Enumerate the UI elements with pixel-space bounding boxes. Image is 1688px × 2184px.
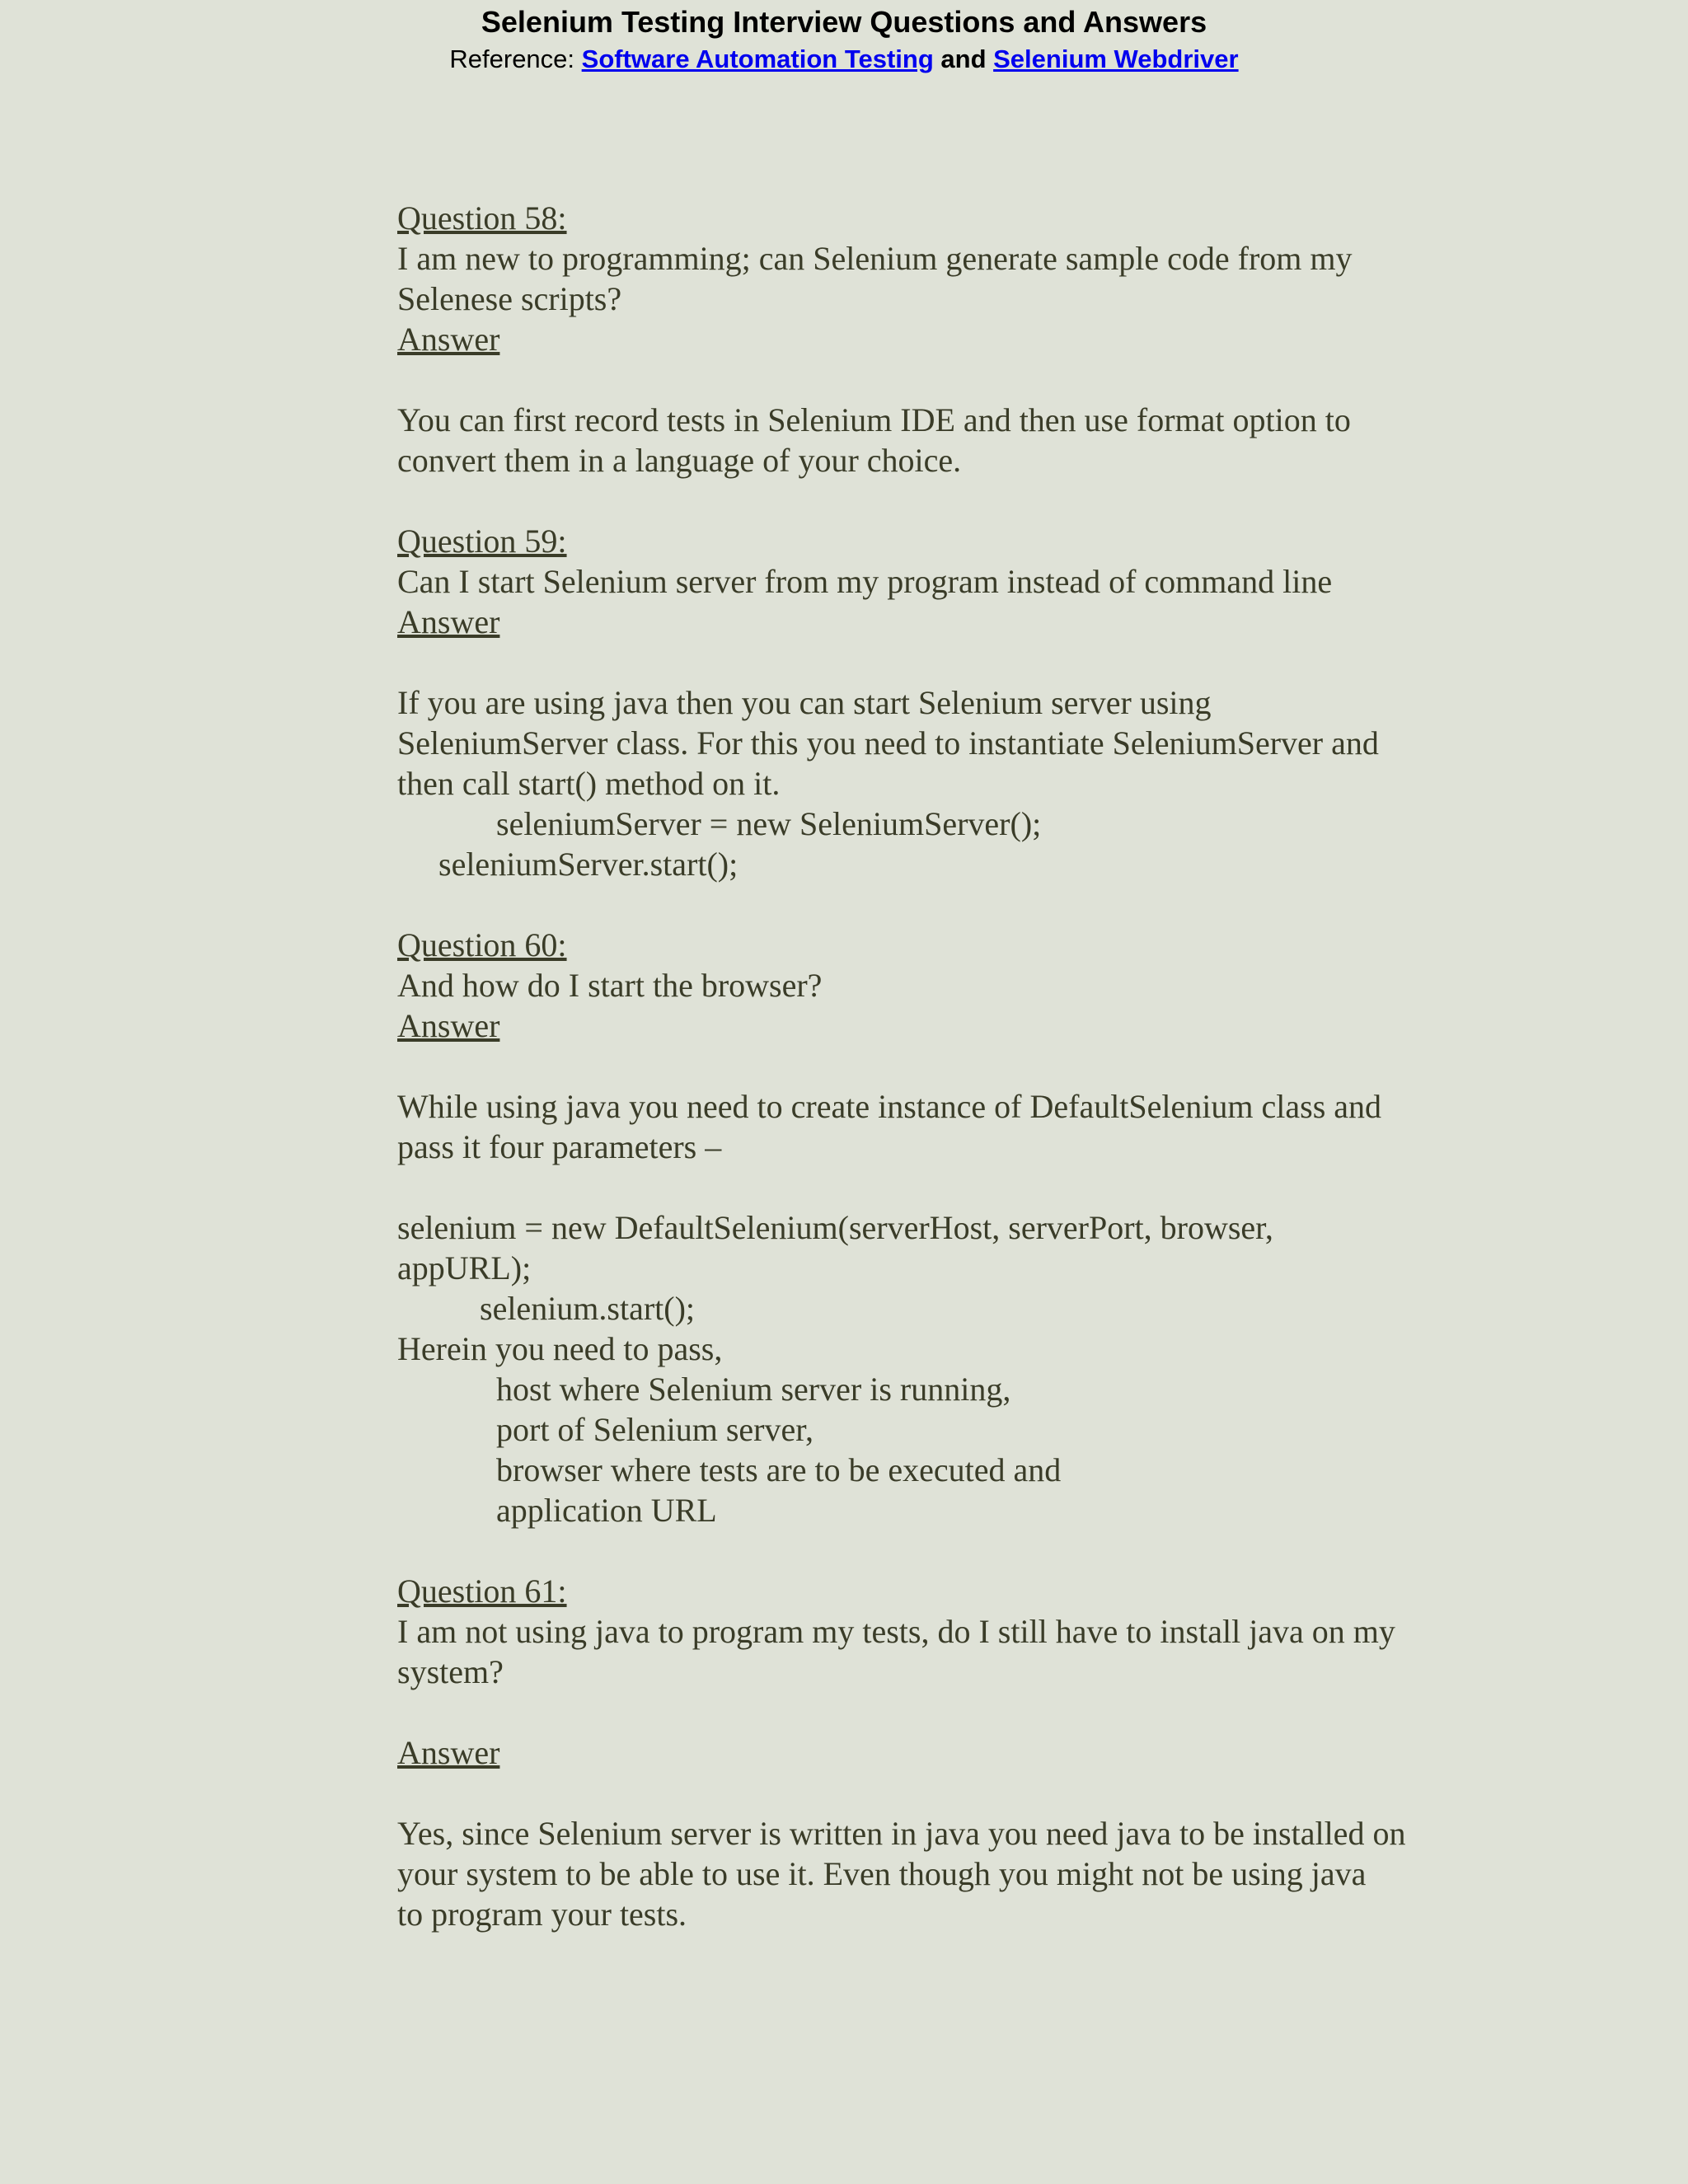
answer-61-text-line: to program your tests. <box>397 1896 687 1933</box>
spacer <box>397 480 1493 521</box>
document-title: Selenium Testing Interview Questions and Answers <box>481 5 1207 39</box>
code-line: selenium.start(); <box>480 1290 696 1327</box>
document-header <box>0 0 1688 76</box>
answer-61-text-line: Yes, since Selenium server is written in java you need java to be installed on <box>397 1815 1406 1852</box>
code-line: appURL); <box>397 1249 532 1286</box>
code-line: seleniumServer.start(); <box>438 846 738 883</box>
answer-60-label: Answer <box>397 1007 500 1044</box>
answer-59-text-line: SeleniumServer class. For this you need to instantiate SeleniumServer and <box>397 724 1379 762</box>
reference-and: and <box>933 45 994 73</box>
question-60-heading: Question 60: <box>397 926 567 963</box>
reference-line <box>0 43 1688 76</box>
parameter-item: application URL <box>496 1492 717 1529</box>
question-59-heading: Question 59: <box>397 523 567 560</box>
spacer <box>397 1046 1493 1086</box>
answer-58-label: Answer <box>397 321 500 358</box>
code-line: selenium = new DefaultSelenium(serverHost, serverPort, browser, <box>397 1209 1273 1246</box>
software-automation-testing-link[interactable]: Software Automation Testing <box>581 45 934 73</box>
question-58-heading: Question 58: <box>397 199 567 237</box>
question-61-text-line: system? <box>397 1653 504 1690</box>
question-59-text-line: Can I start Selenium server from my program instead of command line <box>397 563 1333 600</box>
question-60-text-line: And how do I start the browser? <box>397 967 823 1004</box>
question-58-text-line: I am new to programming; can Selenium generate sample code from my <box>397 240 1353 277</box>
answer-58-text-line: convert them in a language of your choice. <box>397 442 962 479</box>
answer-58-text-line: You can first record tests in Selenium IDE and then use format option to <box>397 401 1351 438</box>
spacer <box>397 1530 1493 1571</box>
reference-label: Reference: <box>449 45 582 73</box>
answer-59-text-line: then call start() method on it. <box>397 765 781 802</box>
code-line: seleniumServer = new SeleniumServer(); <box>496 805 1042 842</box>
herein-line: Herein you need to pass, <box>397 1330 723 1367</box>
spacer <box>397 1167 1493 1207</box>
answer-59-text-line: If you are using java then you can start Selenium server using <box>397 684 1212 721</box>
spacer <box>397 1773 1493 1813</box>
question-61-heading: Question 61: <box>397 1572 567 1610</box>
spacer <box>397 642 1493 682</box>
question-61-text-line: I am not using java to program my tests, do I still have to install java on my <box>397 1613 1395 1650</box>
parameter-item: host where Selenium server is running, <box>496 1371 1011 1408</box>
answer-61-text-line: your system to be able to use it. Even though you might not be using java <box>397 1855 1367 1892</box>
question-58-text-line: Selenese scripts? <box>397 280 622 317</box>
spacer <box>397 1692 1493 1732</box>
spacer <box>397 359 1493 400</box>
answer-59-label: Answer <box>397 603 500 640</box>
selenium-webdriver-link[interactable]: Selenium Webdriver <box>993 45 1239 73</box>
document-body <box>397 198 1493 1934</box>
answer-61-label: Answer <box>397 1734 500 1771</box>
answer-60-text-line: pass it four parameters – <box>397 1128 722 1165</box>
parameter-item: browser where tests are to be executed and <box>496 1451 1062 1488</box>
answer-60-text-line: While using java you need to create instance of DefaultSelenium class and <box>397 1088 1382 1125</box>
parameter-item: port of Selenium server, <box>496 1411 814 1448</box>
spacer <box>397 884 1493 925</box>
